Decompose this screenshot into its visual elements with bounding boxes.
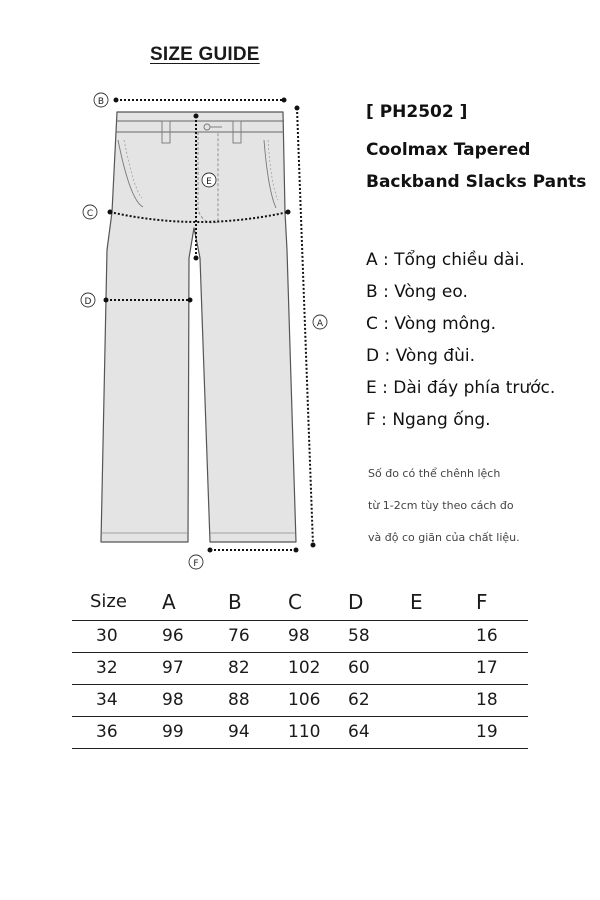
note-line-2: từ 1-2cm tùy theo cách đo <box>368 499 514 512</box>
legend-item-a: A : Tổng chiều dài. <box>366 250 525 270</box>
label-d-marker <box>81 293 95 307</box>
cell-c: 106 <box>288 684 348 716</box>
header-c: C <box>288 589 302 614</box>
cell-e <box>410 652 476 684</box>
cell-c: 110 <box>288 716 348 748</box>
legend-item-d: D : Vòng đùi. <box>366 346 475 366</box>
measurement-legend <box>366 244 555 436</box>
cell-d: 60 <box>348 652 410 684</box>
cell-f: 16 <box>476 620 528 652</box>
label-f-marker <box>189 555 203 569</box>
size-table <box>72 584 528 749</box>
header-d: D <box>348 589 364 614</box>
cell-f: 18 <box>476 684 528 716</box>
pants-silhouette <box>101 112 296 542</box>
cell-e <box>410 684 476 716</box>
product-name <box>366 134 598 198</box>
cell-c: 102 <box>288 652 348 684</box>
cell-size: 34 <box>72 684 162 716</box>
header-f: F <box>476 589 488 614</box>
cell-size: 32 <box>72 652 162 684</box>
table-row <box>72 652 528 684</box>
page-title: SIZE GUIDE <box>150 44 260 65</box>
header-size: Size <box>90 591 127 613</box>
label-b-marker <box>94 93 108 107</box>
legend-item-f: F : Ngang ống. <box>366 410 491 430</box>
cell-size: 36 <box>72 716 162 748</box>
label-c-marker <box>83 205 97 219</box>
cell-b: 94 <box>228 716 288 748</box>
legend-item-c: C : Vòng mông. <box>366 314 497 334</box>
legend-item-b: B : Vòng eo. <box>366 282 468 302</box>
product-name-line2: Backband Slacks Pants <box>366 172 587 192</box>
legend-item-e: E : Dài đáy phía trước. <box>366 378 556 398</box>
label-c-text: C <box>86 209 94 219</box>
table-row <box>72 620 528 652</box>
table-row <box>72 684 528 716</box>
cell-a: 98 <box>162 684 228 716</box>
cell-a: 96 <box>162 620 228 652</box>
measure-line-a <box>297 108 313 545</box>
label-a-marker <box>313 315 327 329</box>
label-f-text: F <box>193 559 199 569</box>
cell-size: 30 <box>72 620 162 652</box>
label-e-text: E <box>206 177 212 187</box>
note-line-1: Số đo có thể chênh lệch <box>368 467 501 480</box>
cell-b: 82 <box>228 652 288 684</box>
cell-e <box>410 620 476 652</box>
cell-a: 97 <box>162 652 228 684</box>
label-d-text: D <box>84 297 92 307</box>
cell-d: 64 <box>348 716 410 748</box>
cell-d: 62 <box>348 684 410 716</box>
cell-f: 17 <box>476 652 528 684</box>
cell-e <box>410 716 476 748</box>
cell-c: 98 <box>288 620 348 652</box>
header-b: B <box>228 589 242 614</box>
label-b-text: B <box>97 97 105 107</box>
cell-b: 88 <box>228 684 288 716</box>
header-e: E <box>410 589 423 614</box>
product-code: [ PH2502 ] <box>366 102 468 122</box>
label-e-marker <box>202 173 216 187</box>
cell-d: 58 <box>348 620 410 652</box>
cell-b: 76 <box>228 620 288 652</box>
note-line-3: và độ co giãn của chất liệu. <box>368 531 520 544</box>
table-header-row <box>72 584 528 620</box>
label-a-text: A <box>316 319 324 329</box>
measurement-note <box>368 458 520 554</box>
cell-a: 99 <box>162 716 228 748</box>
product-name-line1: Coolmax Tapered <box>366 140 531 160</box>
table-row <box>72 716 528 748</box>
cell-f: 19 <box>476 716 528 748</box>
header-a: A <box>162 589 176 614</box>
